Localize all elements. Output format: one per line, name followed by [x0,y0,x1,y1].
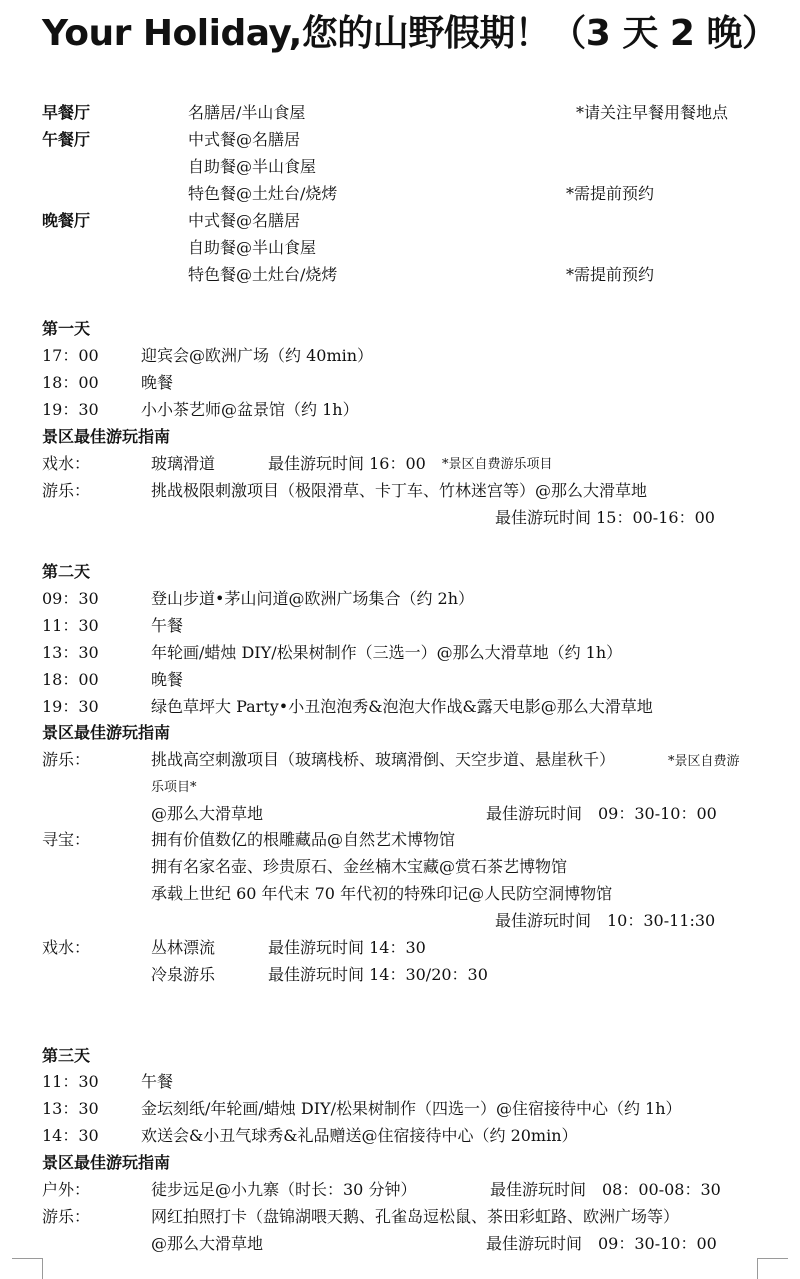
guide-note: *景区自费游 [668,754,740,769]
guide-item: 徒步远足@小九寨（时长：30 分钟） [151,1180,417,1199]
guide-label: 游乐： [42,481,91,500]
schedule-time: 19：30 [42,697,99,716]
guide-item: 网红拍照打卡（盘锦湖喂天鹅、孔雀岛逗松鼠、茶田彩虹路、欧洲广场等） [151,1207,680,1226]
schedule-event: 年轮画/蜡烛 DIY/松果树制作（三选一）@那么大滑草地（约 1h） [151,643,623,662]
schedule-time: 13：30 [42,1099,99,1118]
guide-label: 寻宝： [42,830,91,849]
guide-time: 最佳游玩时间 10：30-11:30 [495,911,716,930]
guide-item: 丛林漂流 [151,938,216,957]
guide-item: 冷泉游乐 [151,965,216,984]
guide-item: 挑战极限刺激项目（极限滑草、卡丁车、竹林迷宫等）@那么大滑草地 [151,481,648,500]
guide-item: 承载上世纪 60 年代末 70 年代初的特殊印记@人民防空洞博物馆 [151,884,613,903]
dinner-item: 特色餐@土灶台/烧烤 [188,265,338,284]
guide-time: 最佳游玩时间 16：00 [268,454,426,473]
guide-note: *景区自费游乐项目 [442,457,553,472]
lunch-label: 午餐厅 [42,130,91,149]
guide-item: 挑战高空刺激项目（玻璃栈桥、玻璃滑倒、天空步道、悬崖秋千） [151,750,616,769]
schedule-time: 18：00 [42,670,99,689]
guide-item: 拥有价值数亿的根雕藏品@自然艺术博物馆 [151,830,456,849]
breakfast-note: *请关注早餐用餐地点 [576,103,729,122]
guide-title: 景区最佳游玩指南 [42,723,171,742]
guide-label: 游乐： [42,750,91,769]
schedule-event: 登山步道•茅山问道@欧洲广场集合（约 2h） [151,589,475,608]
guide-label: 游乐： [42,1207,91,1226]
page-title: Your Holiday,您的山野假期！（3 天 2 晚） [42,13,778,54]
schedule-event: 绿色草坪大 Party•小丑泡泡秀&泡泡大作战&露天电影@那么大滑草地 [151,697,653,716]
schedule-time: 11：30 [42,1072,99,1091]
guide-note: 乐项目* [151,780,197,795]
schedule-event: 小小茶艺师@盆景馆（约 1h） [141,400,359,419]
guide-time: 最佳游玩时间 15：00-16：00 [495,508,715,527]
schedule-event: 金坛刻纸/年轮画/蜡烛 DIY/松果树制作（四选一）@住宿接待中心（约 1h） [141,1099,682,1118]
lunch-item: 中式餐@名膳居 [188,130,301,149]
guide-title: 景区最佳游玩指南 [42,427,171,446]
schedule-event: 晚餐 [151,670,184,689]
schedule-event: 迎宾会@欧洲广场（约 40min） [141,346,374,365]
day1-title: 第一天 [42,319,91,338]
guide-label: 戏水： [42,938,91,957]
guide-place: @那么大滑草地 [151,804,264,823]
lunch-item: 特色餐@土灶台/烧烤 [188,184,338,203]
schedule-time: 14：30 [42,1126,99,1145]
day3-title: 第三天 [42,1046,91,1065]
lunch-item: 自助餐@半山食屋 [188,157,317,176]
schedule-event: 午餐 [141,1072,174,1091]
schedule-event: 晚餐 [141,373,174,392]
schedule-time: 18：00 [42,373,99,392]
guide-time: 最佳游玩时间 09：30-10：00 [486,1234,717,1253]
guide-time: 最佳游玩时间 14：30 [268,938,426,957]
guide-item: 玻璃滑道 [151,454,216,473]
guide-label: 户外： [42,1180,91,1199]
guide-time: 最佳游玩时间 09：30-10：00 [486,804,717,823]
schedule-time: 09：30 [42,589,99,608]
dinner-label: 晚餐厅 [42,211,91,230]
guide-time: 最佳游玩时间 08：00-08：30 [490,1180,721,1199]
lunch-note: *需提前预约 [566,184,655,203]
schedule-time: 13：30 [42,643,99,662]
schedule-event: 欢送会&小丑气球秀&礼品赠送@住宿接待中心（约 20min） [141,1126,578,1145]
schedule-time: 11：30 [42,616,99,635]
guide-item: 拥有名家名壶、珍贵原石、金丝楠木宝藏@赏石茶艺博物馆 [151,857,568,876]
guide-label: 戏水： [42,454,91,473]
crop-mark-right [757,1258,788,1279]
dinner-note: *需提前预约 [566,265,655,284]
breakfast-label: 早餐厅 [42,103,91,122]
guide-place: @那么大滑草地 [151,1234,264,1253]
guide-time: 最佳游玩时间 14：30/20：30 [268,965,488,984]
crop-mark-left [12,1258,43,1279]
dinner-item: 中式餐@名膳居 [188,211,301,230]
schedule-time: 17：00 [42,346,99,365]
dinner-item: 自助餐@半山食屋 [188,238,317,257]
breakfast-venue: 名膳居/半山食屋 [188,103,306,122]
day2-title: 第二天 [42,562,91,581]
schedule-event: 午餐 [151,616,184,635]
schedule-time: 19：30 [42,400,99,419]
guide-title: 景区最佳游玩指南 [42,1153,171,1172]
